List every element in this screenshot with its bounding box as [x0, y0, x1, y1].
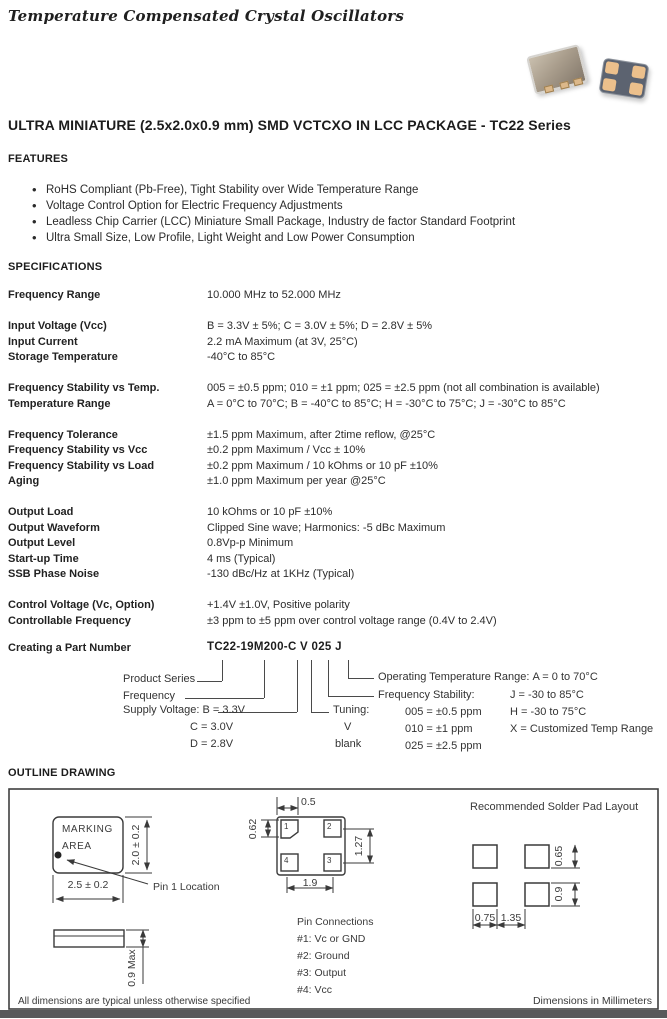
spec-label: Control Voltage (Vc, Option): [8, 599, 155, 611]
table-row: [8, 397, 659, 413]
table-row: [8, 598, 659, 614]
spec-label: Storage Temperature: [8, 351, 118, 363]
supply-voltage-title: Supply Voltage:: [123, 704, 200, 716]
marking-area-text: MARKING: [62, 824, 113, 835]
spec-group: [8, 598, 659, 629]
page-footer-bar: [0, 1010, 667, 1018]
tcxo-package-top-photo: [526, 44, 588, 95]
diagram-line: [222, 660, 223, 681]
spec-value: -40°C to 85°C: [207, 351, 276, 363]
pad-number: 4: [284, 856, 289, 865]
table-row: [8, 567, 659, 583]
supply-voltage-label: [123, 704, 245, 716]
col-pitch-dimension: 1.9: [302, 877, 318, 889]
feature-item: • RoHS Compliant (Pb-Free), Tight Stability over Wide Temperature Range: [32, 182, 632, 198]
spec-group: [8, 288, 659, 304]
pin-connection-item: #1: Vc or GND: [297, 933, 366, 945]
table-row: [8, 536, 659, 552]
diagram-line: [264, 660, 265, 698]
diagram-line: [328, 696, 374, 697]
spec-group: [8, 319, 659, 366]
supply-voltage-option: C = 3.0V: [190, 721, 234, 733]
thickness-dimension: 0.9 Max: [126, 949, 138, 987]
outline-drawing-heading: OUTLINE DRAWING: [8, 767, 116, 779]
spec-label: Input Current: [8, 335, 78, 348]
table-row: [8, 428, 659, 444]
tcxo-package-bottom-photo: [599, 58, 650, 100]
spec-label: Frequency Tolerance: [8, 428, 118, 441]
spec-value: 4 ms (Typical): [207, 552, 276, 565]
spec-value: +1.4V ±1.0V, Positive polarity: [207, 599, 350, 611]
diagram-line: [348, 660, 349, 678]
feature-item: • Leadless Chip Carrier (LCC) Miniature Small Package, Industry de factor Standard Footprint: [32, 214, 632, 230]
spec-label: SSB Phase Noise: [8, 568, 100, 580]
pad-number: 1: [284, 822, 289, 831]
height-dimension: 2.0 ± 0.2: [130, 824, 142, 866]
page-title: ULTRA MINIATURE (2.5x2.0x0.9 mm) SMD VCTCXO IN LCC PACKAGE - TC22 Series: [8, 117, 571, 133]
pad-width-dimension: 0.5: [301, 796, 316, 808]
pin-connection-item: #2: Ground: [297, 950, 350, 962]
spec-label: Frequency Stability vs Vcc: [8, 444, 148, 456]
chip-pad: [602, 78, 617, 92]
frequency-stability-option: 025 = ±2.5 ppm: [405, 740, 482, 752]
tuning-option: blank: [335, 738, 362, 750]
frequency-label: Frequency: [123, 690, 175, 702]
operating-temp-option: X = Customized Temp Range: [510, 723, 654, 735]
diagram-line: [311, 712, 329, 713]
diagram-line: [348, 678, 374, 679]
part-number-value: TC22-19M200-C V 025 J: [207, 641, 342, 653]
marking-area-text: AREA: [62, 841, 92, 852]
spec-value: ±1.0 ppm Maximum per year @25°C: [207, 475, 386, 487]
spec-value: 10 kOhms or 10 pF ±10%: [207, 506, 333, 518]
solder-col-gap-dimension: 1.35: [500, 912, 522, 924]
table-row: [8, 505, 659, 521]
spec-value: ±1.5 ppm Maximum, after 2time reflow, @25°C: [207, 428, 436, 441]
spec-label: Frequency Stability vs Load: [8, 459, 155, 472]
frequency-stability-option: 005 = ±0.5 ppm: [405, 706, 482, 718]
table-row: [8, 350, 659, 366]
table-row: [8, 474, 659, 490]
specifications-heading: SPECIFICATIONS: [8, 261, 103, 273]
pin1-location-label: Pin 1 Location: [153, 881, 220, 893]
supply-voltage-option: B = 3.3V: [202, 704, 246, 716]
tuning-label: Tuning:: [333, 704, 370, 716]
dimensions-note-left: All dimensions are typical unless otherwise specified: [18, 996, 251, 1007]
tuning-option: V: [344, 721, 352, 733]
feature-item: • Voltage Control Option for Electric Frequency Adjustments: [32, 198, 632, 214]
spec-value: 10.000 MHz to 52.000 MHz: [207, 289, 341, 301]
solder-row-gap-dimension: 0.9: [553, 886, 565, 902]
spec-label: Frequency Range: [8, 289, 101, 301]
spec-value: ±0.2 ppm Maximum / Vcc ± 10%: [207, 444, 366, 456]
features-heading: FEATURES: [8, 153, 69, 165]
operating-temp-option: A = 0 to 70°C: [532, 671, 598, 683]
chip-pad: [573, 77, 583, 86]
spec-label: Input Voltage (Vcc): [8, 320, 107, 332]
row-pitch-dimension: 1.27: [353, 835, 365, 857]
pad-number: 2: [327, 822, 332, 831]
diagram-line: [297, 660, 298, 712]
spec-label: Frequency Stability vs Temp.: [8, 382, 160, 394]
solder-pad-height-dimension: 0.65: [553, 845, 565, 867]
table-row: [8, 443, 659, 459]
spec-group: [8, 428, 659, 490]
document-title: Temperature Compensated Crystal Oscillators: [8, 7, 405, 25]
chip-pad: [605, 61, 620, 75]
diagram-line: [185, 698, 264, 699]
diagram-line: [197, 681, 222, 682]
pin-connections-heading: Pin Connections: [297, 916, 374, 928]
supply-voltage-option: D = 2.8V: [190, 738, 234, 750]
spec-value: 005 = ±0.5 ppm; 010 = ±1 ppm; 025 = ±2.5 ppm (not all combination is available): [207, 382, 600, 394]
spec-label: Temperature Range: [8, 397, 111, 410]
spec-value: B = 3.3V ± 5%; C = 3.0V ± 5%; D = 2.8V ± 5%: [207, 320, 433, 332]
product-series-label: Product Series: [123, 673, 196, 685]
pad-height-dimension: 0.62: [247, 818, 259, 840]
spec-group: [8, 381, 659, 412]
solder-pad-width-dimension: 0.75: [474, 912, 496, 924]
spec-value: 2.2 mA Maximum (at 3V, 25°C): [207, 335, 358, 348]
operating-temp-option: H = -30 to 75°C: [510, 706, 587, 718]
frequency-stability-option: 010 = ±1 ppm: [405, 723, 473, 735]
pin-connection-item: #4: Vcc: [297, 984, 333, 996]
spec-label: Output Load: [8, 506, 74, 518]
operating-temp-title: Operating Temperature Range:: [378, 671, 530, 683]
spec-group: [8, 505, 659, 583]
table-row: [8, 614, 659, 630]
chip-pad: [629, 82, 644, 96]
frequency-stability-label: Frequency Stability:: [378, 689, 475, 701]
spec-label: Aging: [8, 475, 40, 487]
spec-value: Clipped Sine wave; Harmonics: -5 dBc Maximum: [207, 521, 446, 534]
diagram-line: [311, 660, 312, 712]
solder-pad-layout-heading: Recommended Solder Pad Layout: [470, 801, 639, 813]
chip-pad: [559, 81, 569, 90]
features-list: [32, 182, 632, 246]
table-row: [8, 552, 659, 568]
feature-item: • Ultra Small Size, Low Profile, Light Weight and Low Power Consumption: [32, 230, 632, 246]
dimensions-note-right: Dimensions in Millimeters: [532, 995, 652, 1007]
diagram-line: [328, 660, 329, 696]
part-number-label: Creating a Part Number: [8, 642, 131, 654]
spec-label: Output Level: [8, 537, 76, 549]
table-row: [8, 335, 659, 351]
specifications-table: [8, 288, 659, 645]
spec-value: ±0.2 ppm Maximum / 10 kOhms or 10 pF ±10%: [207, 459, 438, 472]
spec-value: -130 dBc/Hz at 1KHz (Typical): [207, 568, 355, 580]
pad-number: 3: [327, 856, 332, 865]
spec-value: 0.8Vp-p Minimum: [207, 537, 294, 549]
table-row: [8, 319, 659, 335]
table-row: [8, 459, 659, 475]
chip-pad: [544, 85, 554, 94]
table-row: [8, 381, 659, 397]
spec-value: ±3 ppm to ±5 ppm over control voltage range (0.4V to 2.4V): [207, 614, 497, 627]
spec-label: Start-up Time: [8, 552, 79, 565]
operating-temp-option: J = -30 to 85°C: [510, 689, 584, 701]
width-dimension: 2.5 ± 0.2: [67, 879, 109, 891]
table-row: [8, 288, 659, 304]
part-number-diagram: [0, 640, 667, 766]
operating-temp-label: [378, 671, 598, 683]
chip-pad: [631, 65, 646, 79]
outline-drawing: [8, 788, 659, 1010]
pin1-dot: [55, 852, 62, 859]
spec-label: Controllable Frequency: [8, 614, 131, 627]
spec-label: Output Waveform: [8, 521, 100, 534]
pin-connection-item: #3: Output: [297, 967, 347, 979]
spec-value: A = 0°C to 70°C; B = -40°C to 85°C; H = -30°C to 75°C; J = -30°C to 85°C: [207, 397, 566, 410]
table-row: [8, 521, 659, 537]
